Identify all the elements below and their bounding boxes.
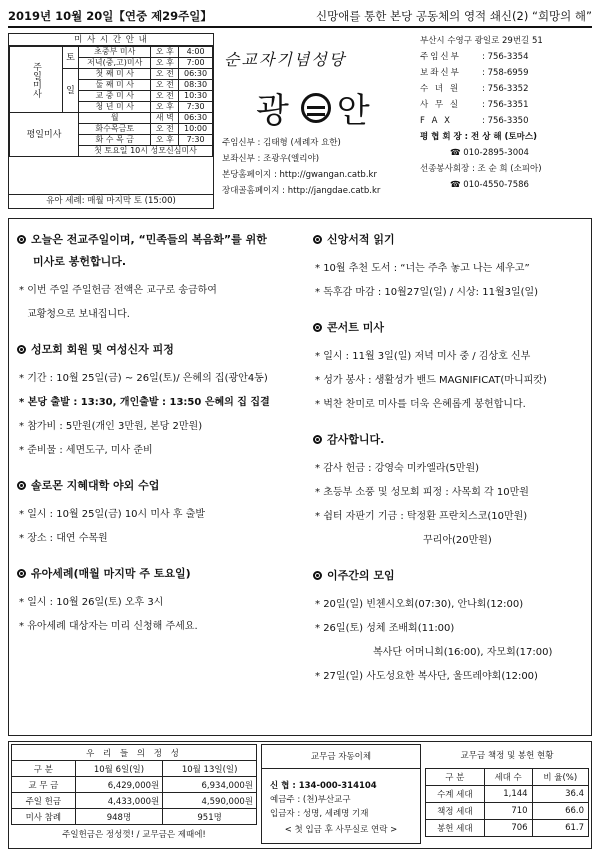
notice-item: * 10월 추천 도서 : “너는 주추 놓고 나는 세우고” (313, 257, 585, 281)
notice-infant-baptism (17, 563, 303, 639)
auto-transfer (261, 744, 421, 844)
table-row (426, 786, 589, 803)
table-row (426, 820, 589, 837)
cell-value: 951명 (163, 809, 257, 825)
row-label: 교 무 금 (12, 777, 76, 793)
cell-value: 1,144 (484, 786, 532, 803)
mass-ampm: 오 후 (151, 47, 179, 58)
mass-name: 월 (79, 113, 151, 124)
mass-name: 청 년 미 사 (79, 102, 151, 113)
mass-time: 7:30 (179, 102, 213, 113)
notice-item: 꾸리아(20만원) (423, 535, 492, 546)
bullet-icon (313, 435, 322, 444)
tithe-title: 교무금 책정 및 봉헌 현황 (460, 751, 554, 761)
contact-value: : 758-6959 (482, 68, 529, 78)
table-row (12, 777, 257, 793)
section-title: 솔로몬 지혜대학 야외 수업 (17, 475, 303, 497)
mass-ampm: 오 전 (151, 80, 179, 91)
notice-item: 교황청으로 보내집니다. (27, 309, 130, 320)
cell-value: 6,934,000원 (163, 777, 257, 793)
col-header: 비 율(%) (532, 769, 588, 786)
saturday-label: 토 (63, 47, 79, 69)
notice-item: * 벅찬 찬미로 미사를 더욱 은혜롭게 봉헌합니다. (313, 393, 585, 417)
mass-name: 화수목금토 (79, 124, 151, 135)
bullet-icon (313, 571, 322, 580)
notice-item: * 준비물 : 세면도구, 미사 준비 (17, 439, 303, 463)
contact-value: : 756-3354 (482, 52, 529, 62)
first-saturday-mass: 첫 토요일 10시 성모신심미사 (79, 146, 213, 157)
mass-time: 10:30 (179, 91, 213, 102)
offering-note: 주일헌금은 정성껏! / 교무금은 제때에! (62, 830, 206, 840)
mass-caption: 미 사 시 간 안 내 (9, 34, 213, 46)
footer-panels (8, 741, 592, 849)
mass-name: 초중부 미사 (79, 47, 151, 58)
bullet-icon (313, 235, 322, 244)
notice-item: * 26일(토) 성체 조배회(11:00) (313, 617, 585, 641)
mass-ampm: 오 전 (151, 69, 179, 80)
bank-account: 신 협 : 134-000-314104 (270, 781, 377, 791)
mass-name: 첫 째 미 사 (79, 69, 151, 80)
mass-time: 06:30 (179, 113, 213, 124)
table-row (426, 803, 589, 820)
col-header: 10월 6일(일) (75, 761, 163, 777)
contact-info (420, 33, 592, 209)
mass-ampm: 새 벽 (151, 113, 179, 124)
contact-value: : 756-3350 (482, 116, 529, 126)
logo-right-char: 안 (336, 91, 376, 131)
section-title: 유아세례(매월 마지막 주 토요일) (17, 563, 303, 585)
bullet-icon (17, 235, 26, 244)
col-header: 구 분 (426, 769, 485, 786)
contact-row (420, 49, 592, 65)
address: 부산시 수영구 광일로 29번길 51 (420, 36, 543, 46)
account-holder: 예금주 : (천)부산교구 (270, 795, 351, 805)
notice-retreat (17, 339, 303, 463)
baptism-note: 유아 세례: 매월 마지막 토 (15:00) (9, 194, 213, 208)
ministry-phone: ☎ 010-4550-7586 (450, 180, 529, 190)
row-label: 수계 세대 (426, 786, 485, 803)
section-title: 이주간의 모임 (313, 565, 585, 587)
header (8, 33, 592, 209)
contact-row (420, 65, 592, 81)
notice-item: * 쉼터 자판기 기금 : 탁정환 프란치스코(10만원) (313, 505, 585, 529)
notice-item: * 일시 : 10월 26일(토) 오후 3시 (17, 591, 303, 615)
staff-info (222, 135, 380, 199)
mass-time: 06:30 (179, 69, 213, 80)
notice-item: * 성가 봉사 : 생활성가 밴드 MAGNIFICAT(마니피캇) (313, 369, 585, 393)
mass-ampm: 오 후 (151, 135, 179, 146)
council-president: 평 협 회 장 : 전 상 해 (토마스) (420, 132, 537, 142)
notice-thanks (313, 429, 585, 553)
mass-schedule (8, 33, 214, 209)
notice-item: * 20일(일) 빈첸시오회(07:30), 안나회(12:00) (313, 593, 585, 617)
assistant-priest: 보좌신부 : 조광우(엘리야) (222, 154, 320, 164)
contact-label: F A X (420, 116, 452, 126)
top-bar (8, 6, 592, 28)
cell-value: 6,429,000원 (75, 777, 163, 793)
section-title: 신앙서적 읽기 (313, 229, 585, 251)
mass-time: 7:00 (179, 58, 213, 69)
cell-value: 36.4 (532, 786, 588, 803)
right-column (313, 229, 585, 701)
contact-value: : 756-3351 (482, 100, 529, 110)
contact-label: 보좌신부 (420, 68, 461, 78)
notice-book-reading (313, 229, 585, 305)
mass-time: 08:30 (179, 80, 213, 91)
pastor: 주임신부 : 김태형 (세례자 요한) (222, 138, 341, 148)
cell-value: 66.0 (532, 803, 588, 820)
section-title: 오늘은 전교주일이며, “민족들의 복음화”를 위한 미사로 봉헌합니다. (17, 229, 303, 273)
sunday-label: 일 (63, 69, 79, 113)
notice-item: * 본당 출발 : 13:30, 개인출발 : 13:50 은혜의 집 집결 (17, 391, 303, 415)
tithe-status (425, 744, 589, 837)
weekday-mass-group: 평일미사 (10, 113, 79, 157)
col-header: 10월 13일(일) (163, 761, 257, 777)
notice-item: * 장소 : 대연 수목원 (17, 527, 303, 551)
sunday-mass-group: 주일미사 (10, 47, 63, 113)
notice-item: * 일시 : 10월 25일(금) 10시 미사 후 출발 (17, 503, 303, 527)
notice-item: * 기간 : 10월 25일(금) ~ 26일(토)/ 은혜의 집(광안4동) (17, 367, 303, 391)
contact-row (420, 113, 592, 129)
col-header: 세대 수 (484, 769, 532, 786)
bullet-icon (17, 569, 26, 578)
cell-value: 4,590,000원 (163, 793, 257, 809)
mass-time: 10:00 (179, 124, 213, 135)
mass-name: 저녁(중,고)미사 (79, 58, 151, 69)
notice-outdoor-class (17, 475, 303, 551)
row-label: 책정 세대 (426, 803, 485, 820)
mass-table (9, 46, 213, 157)
parish-homepage[interactable]: 본당홈페이지 : http://gwangan.catb.kr (222, 170, 377, 180)
table-row (12, 809, 257, 825)
parish-logo (256, 83, 376, 132)
row-label: 주일 헌금 (12, 793, 76, 809)
mass-ampm: 오 전 (151, 124, 179, 135)
contact-label: 주임신부 (420, 52, 461, 62)
mass-time: 7:30 (179, 135, 213, 146)
cell-value: 61.7 (532, 820, 588, 837)
offering-title: 우 리 들 의 정 성 (12, 745, 257, 761)
bullet-icon (313, 323, 322, 332)
logo-left-char: 광 (256, 91, 295, 131)
theme-title: 신망애를 통한 본당 공동체의 영적 쇄신(2) “희망의 해” (316, 9, 592, 23)
contact-row (420, 97, 592, 113)
left-column (17, 229, 303, 651)
contact-label: 사 무 실 (420, 100, 461, 110)
section-title: 감사합니다. (313, 429, 585, 451)
bullet-icon (17, 345, 26, 354)
parish-brand (218, 33, 414, 209)
col-header: 구 분 (12, 761, 76, 777)
mass-ampm: 오 후 (151, 58, 179, 69)
cell-value: 706 (484, 820, 532, 837)
row-label: 미사 참례 (12, 809, 76, 825)
section-title: 성모회 회원 및 여성신자 피정 (17, 339, 303, 361)
mass-ampm: 오 전 (151, 91, 179, 102)
notice-item: 복사단 어머니회(16:00), 자모회(17:00) (373, 647, 553, 658)
notice-concert-mass (313, 317, 585, 417)
notice-mission-sunday (17, 229, 303, 327)
auto-transfer-title: 교무금 자동이체 (262, 745, 420, 769)
contact-row (420, 81, 592, 97)
row-label: 봉헌 세대 (426, 820, 485, 837)
mass-name: 교 중 미 사 (79, 91, 151, 102)
jangdae-homepage[interactable]: 장대골홈페이지 : http://jangdae.catb.kr (222, 186, 381, 196)
mass-ampm: 오 후 (151, 102, 179, 113)
mass-name: 화 수 목 금 (79, 135, 151, 146)
notice-item: * 독후감 마감 : 10월27일(일) / 시상: 11월3일(일) (313, 281, 585, 305)
contact-value: : 756-3352 (482, 84, 529, 94)
parish-subtitle: 순교자기념성당 (224, 50, 347, 69)
mass-time: 4:00 (179, 47, 213, 58)
bullet-icon (17, 481, 26, 490)
cell-value: 948명 (75, 809, 163, 825)
notices (8, 218, 592, 736)
table-row (12, 793, 257, 809)
contact-note: < 첫 입금 후 사무실로 연락 > (284, 825, 398, 835)
notice-item: * 유아세례 대상자는 미리 신청해 주세요. (17, 615, 303, 639)
issue-date: 2019년 10월 20일【연중 제29주일】 (8, 9, 212, 23)
cross-emblem-icon (301, 93, 331, 123)
notice-meetings (313, 565, 585, 689)
cell-value: 4,433,000원 (75, 793, 163, 809)
notice-item: * 일시 : 11월 3일(일) 저녁 미사 중 / 김상호 신부 (313, 345, 585, 369)
depositor-info: 입금자 : 성명, 세례명 기재 (270, 809, 369, 819)
ministry-head: 선종봉사회장 : 조 순 희 (소피아) (420, 164, 542, 174)
contact-label: 수 녀 원 (420, 84, 461, 94)
notice-item: * 초등부 소풍 및 성모회 피정 : 사목회 각 10만원 (313, 481, 585, 505)
notice-item: * 이번 주일 주일헌금 전액은 교구로 송금하여 (17, 279, 303, 303)
notice-item: * 감사 헌금 : 강영숙 미카엘라(5만원) (313, 457, 585, 481)
notice-item: * 참가비 : 5만원(개인 3만원, 본당 2만원) (17, 415, 303, 439)
mass-name: 둘 째 미 사 (79, 80, 151, 91)
offering-table (11, 744, 257, 840)
president-phone: ☎ 010-2895-3004 (450, 148, 529, 158)
cell-value: 710 (484, 803, 532, 820)
section-title: 콘서트 미사 (313, 317, 585, 339)
notice-item: * 27일(일) 사도성요한 복사단, 울뜨레야회(12:00) (313, 665, 585, 689)
